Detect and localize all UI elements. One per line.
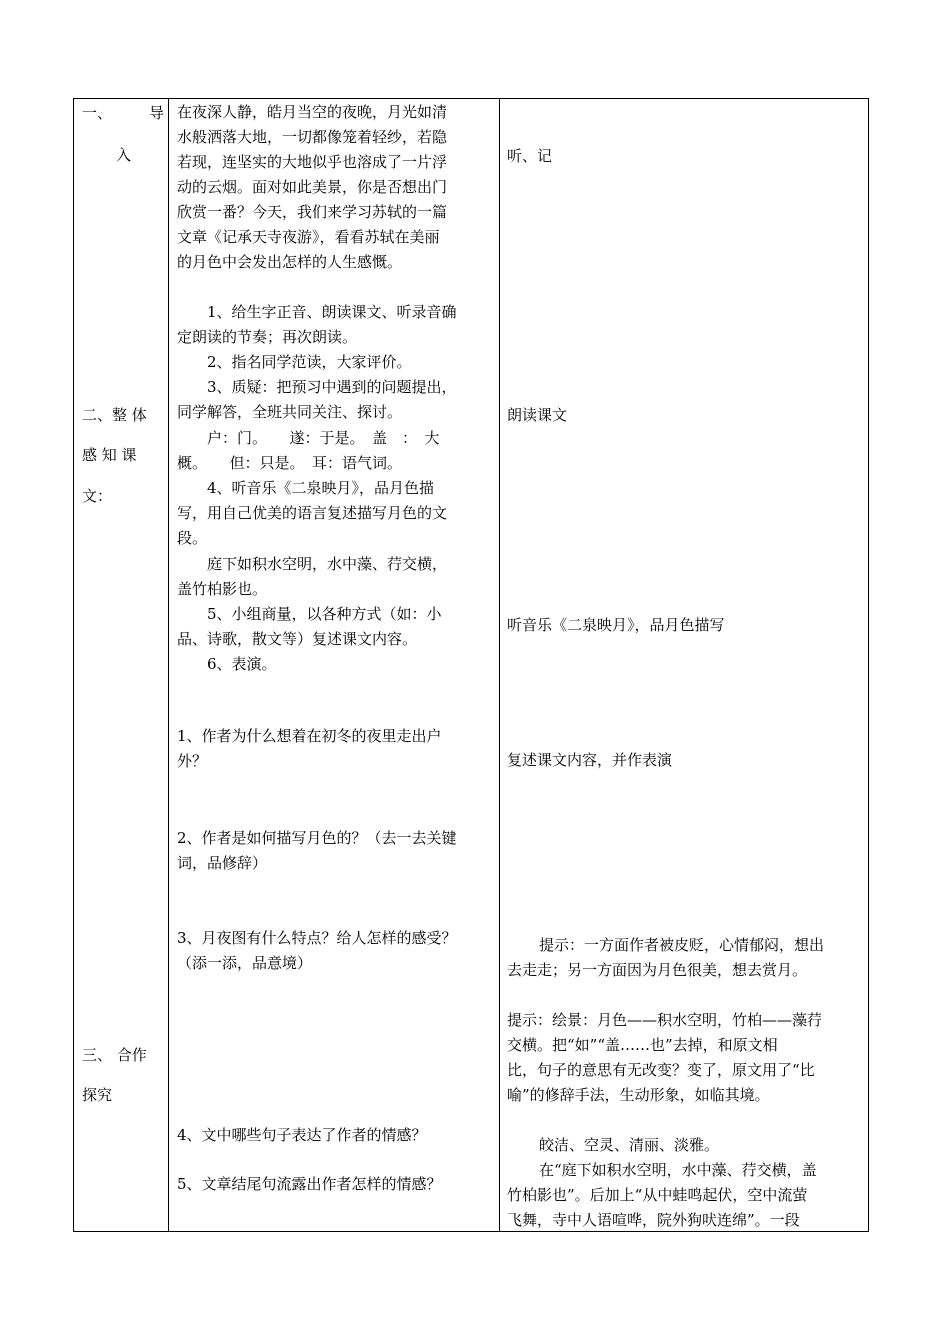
section1-label-b: 导: [149, 104, 165, 122]
activity-4: 复述课文内容，并作表演: [507, 751, 673, 769]
intro-line: 水般洒落大地，一切都像笼着轻纱，若隐: [177, 128, 448, 146]
vocab-line: 概。 但：只是。 耳：语气词。: [177, 454, 403, 472]
question-1: 外？: [177, 752, 208, 770]
hint-3: 皎洁、空灵、清丽、淡雅。: [539, 1136, 720, 1154]
section2-label-c: 文：: [82, 487, 113, 505]
hint-1: 去走走；另一方面因为月色很美，想去赏月。: [507, 961, 808, 979]
question-3: 3、月夜图有什么特点？给人怎样的感受？: [177, 929, 457, 947]
hint-2: 交横。把“如”“盖……也”去掉，和原文相: [507, 1036, 778, 1054]
perceive-line: 2、指名同学范读，大家评价。: [207, 353, 412, 371]
intro-line: 的月色中会发出怎样的人生感慨。: [177, 253, 403, 271]
hint-2: 比，句子的意思有无改变？变了，原文用了“比: [507, 1061, 815, 1079]
intro-line: 文章《记承天寺夜游》，看看苏轼在美丽: [177, 228, 440, 246]
hint-3: 在“庭下如积水空明，水中藻、荇交横，盖: [539, 1161, 817, 1179]
intro-line: 欣赏一番？今天，我们来学习苏轼的一篇: [177, 203, 448, 221]
perceive-line: 定朗读的节奏；再次朗读。: [177, 328, 358, 346]
perceive-line: 6、表演。: [207, 655, 277, 673]
question-5: 5、文章结尾句流露出作者怎样的情感？: [177, 1175, 442, 1193]
section1-label-a: 一、: [82, 104, 113, 122]
hint-2: 提示：绘景：月色——积水空明，竹柏——藻荇: [507, 1011, 823, 1029]
question-2: 词，品修辞）: [177, 854, 268, 872]
hint-2: 喻”的修辞手法，生动形象，如临其境。: [507, 1086, 770, 1104]
activity-2: 朗读课文: [507, 406, 568, 424]
question-1: 1、作者为什么想着在初冬的夜里走出户: [177, 727, 442, 745]
hint-3: 飞舞，寺中人语喧哗，院外狗吠连绵”。一段: [507, 1211, 800, 1229]
section2-label-a: 二、整 体: [82, 406, 147, 424]
perceive-line: 1、给生字正音、朗读课文、听录音确: [207, 303, 457, 321]
section3-label-a: 三、 合作: [82, 1046, 147, 1064]
perceive-line: 同学解答，全班共同关注、探讨。: [177, 403, 403, 421]
question-2: 2、作者是如何描写月色的？（去一去关键: [177, 829, 457, 847]
column-divider-2: [499, 99, 500, 1231]
perceive-line: 段。: [177, 529, 208, 547]
perceive-line: 品、诗歌，散文等）复述课文内容。: [177, 630, 418, 648]
intro-line: 若现，连坚实的大地似乎也溶成了一片浮: [177, 153, 448, 171]
section3-label-b: 探究: [82, 1086, 113, 1104]
intro-line: 动的云烟。面对如此美景，你是否想出门: [177, 178, 448, 196]
vocab-line: 户：门。 遂：于是。 盖 ： 大: [207, 429, 440, 447]
column-divider-1: [168, 99, 169, 1231]
question-3: （添一添，品意境）: [177, 954, 313, 972]
quote-line: 庭下如积水空明，水中藻、荇交横，: [207, 555, 448, 573]
intro-line: 在夜深人静，皓月当空的夜晚，月光如清: [177, 103, 448, 121]
activity-3: 听音乐《二泉映月》，品月色描写: [507, 616, 725, 634]
quote-line: 盖竹柏影也。: [177, 580, 268, 598]
perceive-line: 写，用自己优美的语言复述描写月色的文: [177, 504, 448, 522]
perceive-line: 5、小组商量，以各种方式（如：小: [207, 605, 442, 623]
perceive-line: 4、听音乐《二泉映月》，品月色描: [207, 479, 435, 497]
section2-label-b: 感 知 课: [82, 446, 137, 464]
perceive-line: 3、质疑：把预习中遇到的问题提出，: [207, 378, 457, 396]
section1-label-c: 入: [116, 146, 132, 164]
hint-3: 竹柏影也”。后加上“从中蛙鸣起伏，空中流萤: [507, 1186, 808, 1204]
activity-1: 听、记: [507, 147, 553, 165]
hint-1: 提示：一方面作者被皮贬，心情郁闷，想出: [539, 936, 825, 954]
question-4: 4、文中哪些句子表达了作者的情感？: [177, 1126, 427, 1144]
